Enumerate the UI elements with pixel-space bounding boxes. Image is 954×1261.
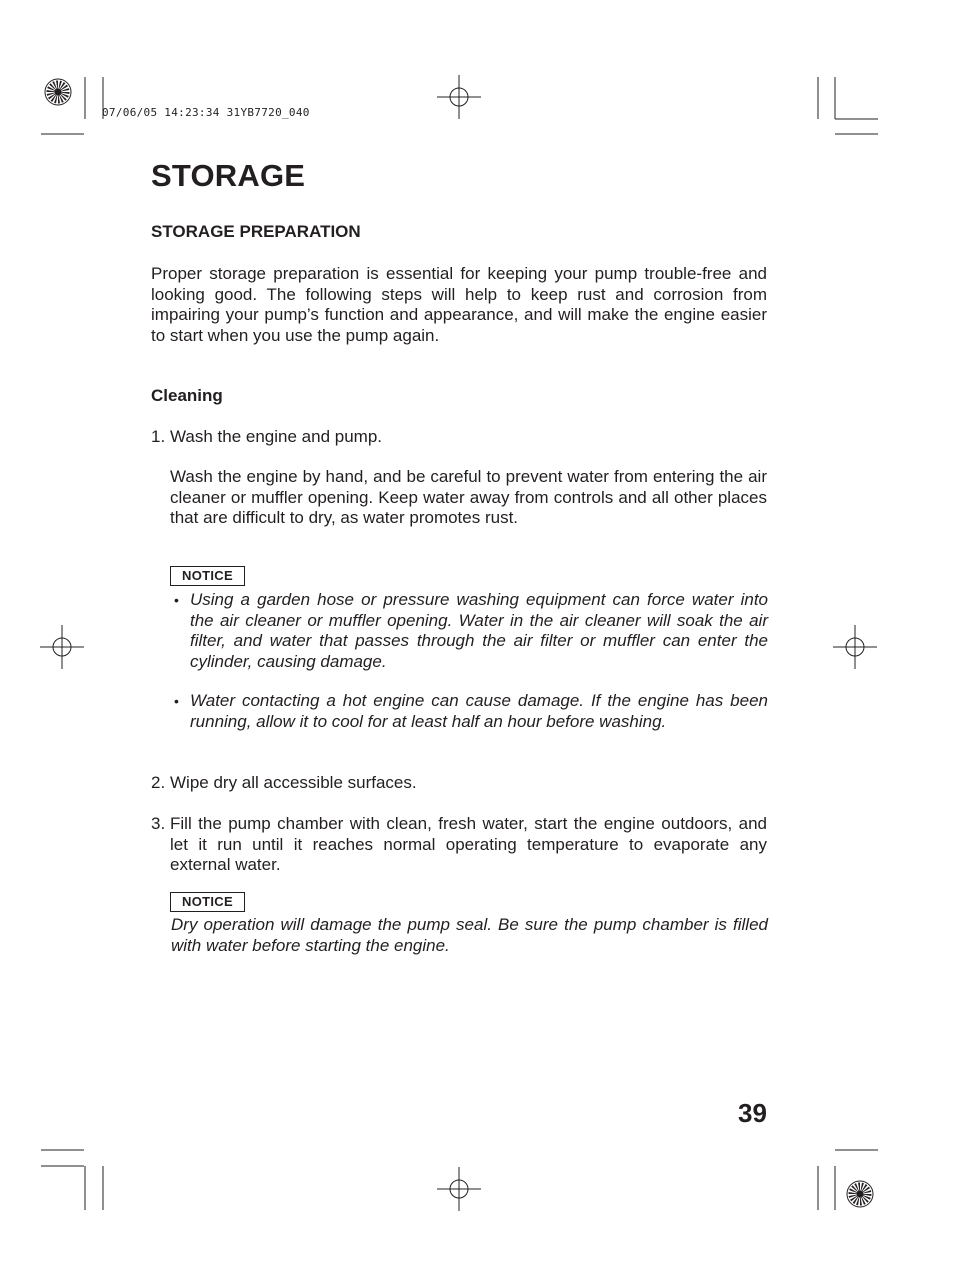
starburst-target-icon (45, 79, 71, 105)
step-1-detail: Wash the engine by hand, and be careful to prevent water from entering the air cleaner or muffler opening. Keep water away from controls and all other places that are difficult to dry, as water promotes rust. (170, 467, 767, 527)
bullet-icon: • (174, 592, 179, 608)
crop-mark-top-left (41, 77, 103, 134)
page-title: STORAGE (151, 158, 306, 193)
notice-badge: NOTICE (170, 892, 245, 912)
crosshair-circle-icon (437, 75, 481, 119)
notice-bullet-1: Using a garden hose or pressure washing equipment can force water into the air cleaner or muffler opening. Water in the air cleaner will soak the air filter, and water that passes through the air filter or muffler can enter the cylinder, causing damage. (190, 590, 768, 671)
crop-mark-bottom-left (41, 1150, 103, 1210)
step-1-text: Wash the engine and pump. (170, 427, 383, 446)
notice-bullet-2: Water contacting a hot engine can cause damage. If the engine has been running, allow it to cool for at least half an hour before washing. (190, 691, 768, 731)
step-3-text: Fill the pump chamber with clean, fresh water, start the engine outdoors, and let it run until it reaches normal operating temperature to evaporate any external water. (170, 814, 767, 874)
starburst-target-icon (847, 1181, 873, 1207)
print-timestamp: 07/06/05 14:23:34 31YB7720_040 (102, 106, 310, 119)
crosshair-circle-icon (833, 625, 877, 669)
section-heading-storage-preparation: STORAGE PREPARATION (151, 222, 361, 241)
crosshair-circle-icon (40, 625, 84, 669)
step-1-number: 1. (151, 427, 166, 446)
page-number: 39 (738, 1098, 767, 1128)
notice-badge: NOTICE (170, 566, 245, 586)
crosshair-circle-icon (437, 1167, 481, 1211)
crop-mark-bottom-right (818, 1150, 878, 1210)
notice-dry-operation: Dry operation will damage the pump seal. Be sure the pump chamber is filled with water before starting the engine. (171, 915, 768, 955)
subheading-cleaning: Cleaning (151, 386, 223, 405)
crop-mark-top-right (818, 77, 878, 134)
step-3-number: 3. (151, 814, 166, 833)
bullet-icon: • (174, 693, 179, 709)
step-2-text: Wipe dry all accessible surfaces. (170, 773, 417, 792)
step-2-number: 2. (151, 773, 166, 792)
intro-paragraph: Proper storage preparation is essential for keeping your pump trouble-free and looking good. The following steps will help to keep rust and corrosion from impairing your pump’s function and appearance, and will make the engine easier to start when you use the pump again. (151, 264, 767, 345)
